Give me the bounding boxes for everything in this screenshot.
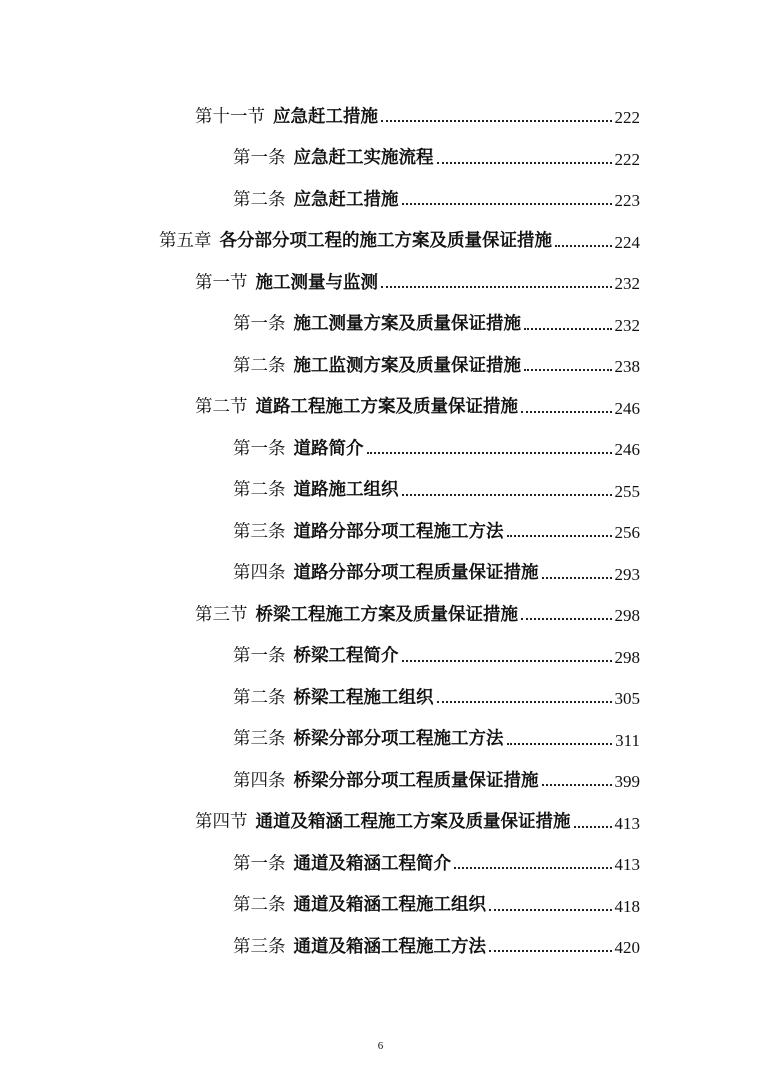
toc-entry-prefix: 第一条	[233, 438, 286, 459]
dot-leader	[437, 162, 612, 164]
toc-entry-chapter[interactable]	[159, 217, 640, 251]
toc-entry-page: 420	[614, 938, 640, 957]
toc-entry-title: 道路施工组织	[293, 480, 399, 500]
dot-leader	[524, 369, 612, 371]
toc-entry-article[interactable]	[233, 175, 640, 209]
toc-entry-title: 通道及箱涵工程施工方案及质量保证措施	[255, 812, 571, 832]
toc-entry-page: 256	[614, 523, 640, 542]
toc-entry-prefix: 第三节	[195, 604, 248, 625]
toc-entry-prefix: 第二节	[195, 397, 248, 417]
toc-entry-article[interactable]	[233, 922, 640, 956]
toc-entry-prefix: 第一条	[233, 148, 286, 168]
dot-leader	[402, 660, 612, 662]
toc-entry-page: 232	[614, 315, 640, 335]
toc-entry-title: 桥梁工程简介	[293, 646, 399, 666]
toc-entry-page: 232	[614, 274, 640, 293]
toc-entry-title: 道路分部分项工程施工方法	[293, 521, 504, 542]
toc-entry-article[interactable]	[233, 673, 640, 707]
toc-entry-title: 应急赶工措施	[273, 106, 378, 127]
toc-entry-prefix: 第四条	[233, 770, 286, 791]
dot-leader	[542, 577, 612, 579]
toc-entry-prefix: 第五章	[159, 231, 212, 251]
toc-entry-page: 298	[614, 606, 640, 625]
toc-entry-prefix: 第二条	[233, 480, 286, 500]
toc-entry-title: 道路分部分项工程质量保证措施	[293, 563, 539, 583]
dot-leader	[454, 867, 612, 869]
dot-leader	[402, 494, 612, 496]
toc-entry-article[interactable]	[233, 134, 640, 168]
dot-leader	[367, 452, 612, 454]
toc-entry-prefix: 第一条	[233, 646, 286, 666]
toc-entry-prefix: 第二条	[233, 355, 286, 376]
toc-entry-article[interactable]	[233, 341, 640, 375]
toc-entry-prefix: 第三条	[233, 729, 286, 749]
toc-entry-title: 通道及箱涵工程施工组织	[293, 895, 486, 915]
toc-entry-title: 通道及箱涵工程施工方法	[293, 936, 486, 957]
dot-leader	[521, 618, 612, 620]
toc-entry-article[interactable]	[233, 507, 640, 541]
dot-leader	[507, 743, 613, 745]
dot-leader	[402, 203, 612, 205]
toc-entry-article[interactable]	[233, 424, 640, 458]
toc-entry-section[interactable]	[195, 383, 640, 417]
toc-entry-article[interactable]	[233, 756, 640, 790]
toc-entry-page: 413	[614, 813, 640, 833]
toc-entry-prefix: 第二条	[233, 687, 286, 708]
toc-entry-title: 桥梁分部分项工程施工方法	[293, 729, 504, 749]
dot-leader	[437, 701, 612, 703]
toc-entry-article[interactable]	[233, 549, 640, 583]
toc-entry-section[interactable]	[195, 590, 640, 624]
dot-leader	[524, 328, 612, 330]
toc-entry-page: 305	[614, 689, 640, 708]
toc-entry-title: 道路简介	[293, 438, 364, 459]
toc-entry-title: 施工测量方案及质量保证措施	[293, 314, 521, 334]
toc-entry-prefix: 第一节	[195, 272, 248, 293]
dot-leader	[555, 245, 612, 247]
toc-entry-section[interactable]	[195, 798, 640, 832]
toc-entry-page: 255	[614, 481, 640, 501]
toc-entry-article[interactable]	[233, 881, 640, 915]
toc-entry-title: 桥梁工程施工组织	[293, 687, 434, 708]
toc-entry-article[interactable]	[233, 632, 640, 666]
toc-entry-page: 399	[614, 772, 640, 791]
toc-entry-prefix: 第二条	[233, 189, 286, 210]
toc-entry-article[interactable]	[233, 300, 640, 334]
toc-entry-prefix: 第一条	[233, 853, 286, 874]
toc-entry-title: 通道及箱涵工程简介	[293, 853, 451, 874]
toc-entry-prefix: 第三条	[233, 936, 286, 957]
dot-leader	[542, 784, 612, 786]
toc-entry-prefix: 第一条	[233, 314, 286, 334]
toc-entry-title: 施工测量与监测	[255, 272, 378, 293]
dot-leader	[574, 826, 612, 828]
toc-entry-prefix: 第三条	[233, 521, 286, 542]
toc-entry-page: 311	[615, 730, 640, 750]
toc-entry-title: 桥梁分部分项工程质量保证措施	[293, 770, 539, 791]
toc-entry-prefix: 第四条	[233, 563, 286, 583]
toc-entry-title: 施工监测方案及质量保证措施	[293, 355, 521, 376]
toc-entry-page: 246	[614, 398, 640, 418]
toc-entry-page: 418	[614, 896, 640, 916]
dot-leader	[489, 950, 612, 952]
toc-entry-article[interactable]	[233, 715, 640, 749]
dot-leader	[521, 411, 612, 413]
toc-entry-page: 222	[614, 149, 640, 169]
toc-entry-article[interactable]	[233, 466, 640, 500]
toc-entry-article[interactable]	[233, 839, 640, 873]
page-number: 6	[377, 1040, 384, 1052]
toc-entry-page: 246	[614, 440, 640, 459]
toc-entry-title: 各分部分项工程的施工方案及质量保证措施	[219, 231, 552, 251]
toc-entry-prefix: 第十一节	[195, 106, 265, 127]
toc-entry-page: 413	[614, 855, 640, 874]
toc-entry-title: 应急赶工措施	[293, 189, 399, 210]
dot-leader	[489, 909, 612, 911]
dot-leader	[507, 535, 612, 537]
toc-entry-prefix: 第二条	[233, 895, 286, 915]
dot-leader	[381, 120, 612, 122]
toc-entry-title: 道路工程施工方案及质量保证措施	[255, 397, 518, 417]
toc-entry-page: 298	[614, 647, 640, 667]
toc-entry-page: 224	[614, 232, 640, 252]
toc-entry-page: 293	[614, 564, 640, 584]
toc-entry-section[interactable]	[195, 258, 640, 292]
toc-entry-page: 238	[614, 357, 640, 376]
toc-entry-page: 222	[614, 108, 640, 127]
toc-entry-title: 应急赶工实施流程	[293, 148, 434, 168]
toc-entry-prefix: 第四节	[195, 812, 248, 832]
toc-entry-title: 桥梁工程施工方案及质量保证措施	[255, 604, 518, 625]
toc-entry-page: 223	[614, 191, 640, 210]
dot-leader	[381, 286, 612, 288]
toc-entry-section[interactable]	[195, 92, 640, 126]
